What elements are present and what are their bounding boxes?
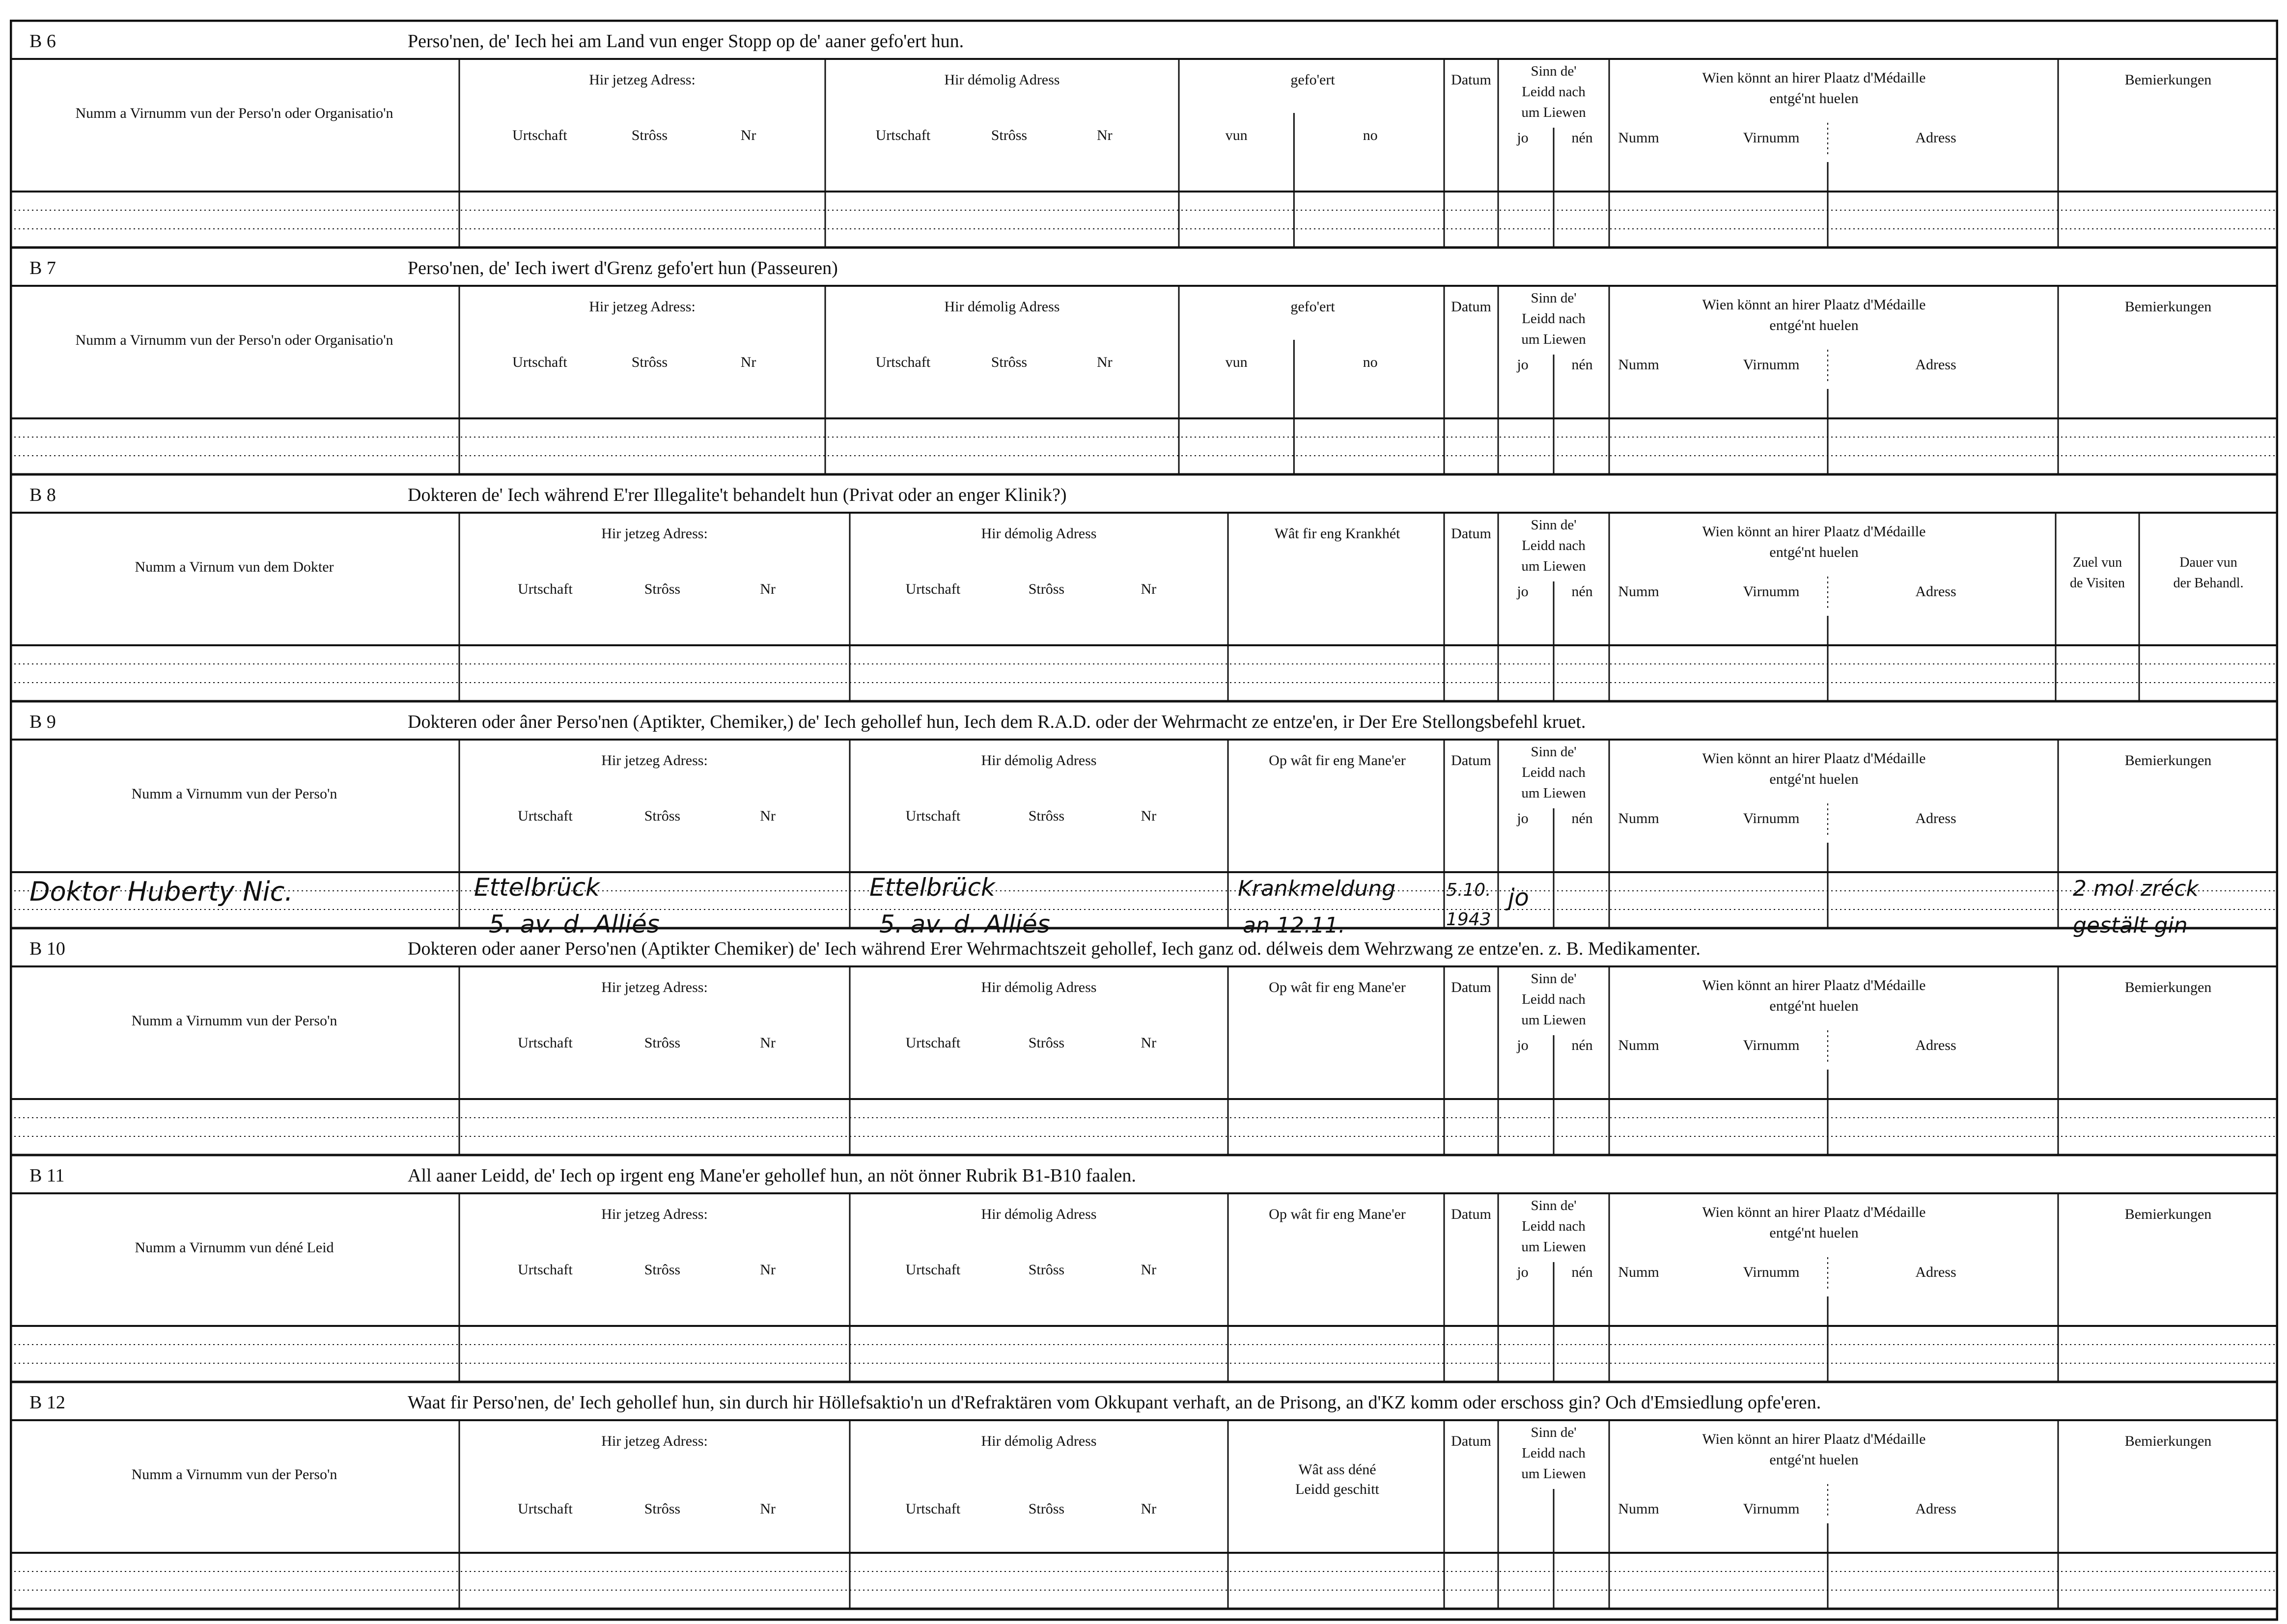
current-address-sub: Strôss (644, 1501, 681, 1517)
column-who: Wien könnt an hirer Plaatz d'Médaille (1702, 1431, 1926, 1447)
column-survived: um Liewen (1521, 558, 1586, 574)
column-who: entgé'nt huelen (1769, 771, 1859, 787)
who-address: Adress (1915, 1037, 1956, 1053)
column-survived: Sinn de' (1531, 971, 1577, 987)
column-current-address: Hir jetzeg Adress: (601, 525, 708, 542)
former-address-sub: Urtschaft (905, 1501, 961, 1517)
column-who: entgé'nt huelen (1769, 1452, 1859, 1468)
former-address-sub: Urtschaft (875, 354, 931, 370)
column-current-address: Hir jetzeg Adress: (601, 752, 708, 769)
former-address-sub: Nr (1141, 1035, 1157, 1051)
current-address-sub: Nr (740, 127, 756, 143)
entry-manner: an 12.11. (1243, 913, 1345, 938)
column-name: Numm a Virnumm vun der Perso'n oder Organisatio'n (75, 105, 393, 121)
column-visits: Zuel vun (2072, 555, 2122, 570)
entry-survived: jo (1508, 884, 1529, 911)
entry-remarks: 2 mol zréck (2073, 876, 2199, 901)
section-code: B 12 (29, 1392, 65, 1413)
entry-name: Doktor Huberty Nic. (29, 876, 293, 907)
who-address: Adress (1915, 583, 1956, 600)
column-duration: Dauer vun (2179, 555, 2237, 570)
section-title: All aaner Leidd, de' Iech op irgent eng Mane'er gehollef hun, an nöt önner Rubrik B1-B10 faalen. (408, 1165, 1136, 1186)
column-former-address: Hir démolig Adress (944, 72, 1060, 88)
column-who: Wien könnt an hirer Plaatz d'Médaille (1702, 750, 1926, 767)
column-third: Leidd geschitt (1295, 1481, 1379, 1497)
former-address-sub: Nr (1141, 808, 1157, 824)
column-current-address: Hir jetzeg Adress: (589, 299, 696, 315)
column-former-address: Hir démolig Adress (981, 525, 1097, 542)
section-code: B 11 (29, 1165, 65, 1186)
who-name: Numm (1618, 810, 1659, 826)
who-firstname: Virnumm (1743, 583, 1800, 600)
column-survived: um Liewen (1521, 1239, 1586, 1255)
column-survived: um Liewen (1521, 331, 1586, 347)
column-former-address: Hir démolig Adress (981, 1206, 1097, 1222)
current-address-sub: Urtschaft (518, 1035, 573, 1051)
former-address-sub: Nr (1141, 1262, 1157, 1278)
column-survived: um Liewen (1521, 1466, 1586, 1482)
who-firstname: Virnumm (1743, 130, 1800, 146)
section-b8 (10, 474, 2278, 701)
column-duration: der Behandl. (2173, 576, 2244, 591)
column-survived: Leidd nach (1522, 765, 1586, 780)
current-address-sub: Nr (760, 1262, 776, 1278)
section-code: B 7 (29, 258, 56, 278)
survived-no: nén (1571, 810, 1593, 826)
section-title: Perso'nen, de' Iech hei am Land vun enger Stopp op de' aaner gefo'ert hun. (408, 31, 964, 52)
current-address-sub: Strôss (644, 1035, 681, 1051)
current-address-sub: Urtschaft (512, 354, 567, 370)
who-name: Numm (1618, 357, 1659, 373)
column-who: entgé'nt huelen (1769, 90, 1859, 107)
survived-no: nén (1571, 583, 1593, 600)
current-address-sub: Strôss (644, 581, 681, 597)
survived-yes: jo (1517, 357, 1529, 373)
column-survived: um Liewen (1521, 1012, 1586, 1028)
column-third: Wât fir eng Krankhét (1274, 525, 1400, 542)
who-firstname: Virnumm (1743, 1501, 1800, 1517)
section-title: Dokteren oder aaner Perso'nen (Aptikter Chemiker) de' Iech während Erer Wehrmachtszeit gehollef, Iech ganz od. délweis dem Wehrzwang ze entze'en. z. B. Medikamenter. (408, 938, 1701, 959)
section-b9 (10, 701, 2278, 938)
survived-no: nén (1571, 357, 1593, 373)
section-b6 (10, 21, 2278, 248)
column-name: Numm a Virnumm vun der Perso'n (131, 1466, 337, 1483)
column-third: Op wât fir eng Mane'er (1269, 979, 1406, 995)
current-address-sub: Strôss (644, 808, 681, 824)
column-current-address: Hir jetzeg Adress: (589, 72, 696, 88)
column-survived: Sinn de' (1531, 517, 1577, 533)
who-address: Adress (1915, 130, 1956, 146)
conveyed-to: no (1363, 127, 1378, 143)
section-title: Perso'nen, de' Iech iwert d'Grenz gefo'ert hun (Passeuren) (408, 258, 838, 278)
column-date: Datum (1451, 525, 1491, 542)
column-date: Datum (1451, 1206, 1491, 1222)
column-name: Numm a Virnumm vun déné Leid (135, 1239, 334, 1256)
column-survived: Leidd nach (1522, 538, 1586, 553)
column-remarks: Bemierkungen (2124, 979, 2212, 995)
who-address: Adress (1915, 357, 1956, 373)
section-title: Dokteren de' Iech während E'rer Illegalite't behandelt hun (Privat oder an enger Klinik?) (408, 485, 1067, 505)
entry-former-street: 5. av. d. Alliés (879, 910, 1050, 938)
former-address-sub: Strôss (991, 354, 1028, 370)
former-address-sub: Strôss (1028, 1035, 1065, 1051)
column-name: Numm a Virnum vun dem Dokter (135, 559, 334, 575)
section-b7 (10, 248, 2278, 474)
column-current-address: Hir jetzeg Adress: (601, 1433, 708, 1449)
section-code: B 6 (29, 31, 56, 52)
who-address: Adress (1915, 1264, 1956, 1280)
former-address-sub: Strôss (1028, 1501, 1065, 1517)
former-address-sub: Strôss (991, 127, 1028, 143)
column-survived: Leidd nach (1522, 1218, 1586, 1234)
who-firstname: Virnumm (1743, 1037, 1800, 1053)
who-address: Adress (1915, 1501, 1956, 1517)
former-address-sub: Nr (1141, 1501, 1157, 1517)
survived-no: nén (1571, 130, 1593, 146)
column-survived: Sinn de' (1531, 63, 1577, 79)
column-current-address: Hir jetzeg Adress: (601, 1206, 708, 1222)
former-address-sub: Urtschaft (905, 581, 961, 597)
column-remarks: Bemierkungen (2124, 1206, 2212, 1222)
current-address-sub: Strôss (644, 1262, 681, 1278)
entry-current-town: Ettelbrück (474, 873, 600, 902)
column-date: Datum (1451, 1433, 1491, 1449)
current-address-sub: Nr (740, 354, 756, 370)
column-remarks: Bemierkungen (2124, 752, 2212, 769)
column-date: Datum (1451, 752, 1491, 769)
survived-yes: jo (1517, 1264, 1529, 1280)
former-address-sub: Strôss (1028, 1262, 1065, 1278)
section-b10 (10, 928, 2278, 1155)
conveyed-from: vun (1225, 354, 1248, 370)
entry-current-street: 5. av. d. Alliés (489, 910, 660, 938)
survived-yes: jo (1517, 583, 1529, 600)
survived-yes: jo (1517, 810, 1529, 826)
column-who: entgé'nt huelen (1769, 317, 1859, 333)
column-who: entgé'nt huelen (1769, 1225, 1859, 1241)
column-survived: Leidd nach (1522, 84, 1586, 100)
column-former-address: Hir démolig Adress (944, 299, 1060, 315)
column-survived: Leidd nach (1522, 311, 1586, 327)
current-address-sub: Strôss (631, 354, 668, 370)
who-firstname: Virnumm (1743, 1264, 1800, 1280)
column-date: Datum (1451, 979, 1491, 995)
column-who: Wien könnt an hirer Plaatz d'Médaille (1702, 977, 1926, 993)
entry-remarks: gestält gin (2073, 913, 2188, 938)
survived-no: nén (1571, 1037, 1593, 1053)
column-third: Op wât fir eng Mane'er (1269, 752, 1406, 769)
column-third: Wât ass déné (1298, 1461, 1376, 1478)
column-remarks: Bemierkungen (2124, 1433, 2212, 1449)
column-who: entgé'nt huelen (1769, 998, 1859, 1014)
column-conveyed: gefo'ert (1290, 72, 1335, 88)
current-address-sub: Urtschaft (518, 581, 573, 597)
current-address-sub: Urtschaft (512, 127, 567, 143)
current-address-sub: Nr (760, 1501, 776, 1517)
former-address-sub: Strôss (1028, 581, 1065, 597)
section-code: B 8 (29, 485, 56, 505)
conveyed-to: no (1363, 354, 1378, 370)
column-name: Numm a Virnumm vun der Perso'n (131, 786, 337, 802)
who-name: Numm (1618, 1501, 1659, 1517)
column-survived: um Liewen (1521, 785, 1586, 801)
former-address-sub: Nr (1096, 127, 1113, 143)
who-firstname: Virnumm (1743, 810, 1800, 826)
current-address-sub: Nr (760, 581, 776, 597)
column-survived: Sinn de' (1531, 1198, 1577, 1213)
who-name: Numm (1618, 1264, 1659, 1280)
column-name: Numm a Virnumm vun der Perso'n oder Organisatio'n (75, 332, 393, 348)
column-date: Datum (1451, 72, 1491, 88)
former-address-sub: Nr (1141, 581, 1157, 597)
former-address-sub: Strôss (1028, 808, 1065, 824)
who-name: Numm (1618, 1037, 1659, 1053)
section-b12 (10, 1382, 2278, 1609)
column-remarks: Bemierkungen (2124, 299, 2212, 315)
former-address-sub: Urtschaft (905, 1035, 961, 1051)
current-address-sub: Urtschaft (518, 808, 573, 824)
who-address: Adress (1915, 810, 1956, 826)
column-survived: Leidd nach (1522, 1445, 1586, 1461)
column-current-address: Hir jetzeg Adress: (601, 979, 708, 995)
survived-no: nén (1571, 1264, 1593, 1280)
column-former-address: Hir démolig Adress (981, 752, 1097, 769)
section-code: B 9 (29, 712, 56, 732)
column-who: Wien könnt an hirer Plaatz d'Médaille (1702, 297, 1926, 313)
entry-former-town: Ettelbrück (869, 873, 995, 902)
survived-yes: jo (1517, 130, 1529, 146)
column-survived: Leidd nach (1522, 991, 1586, 1007)
current-address-sub: Nr (760, 808, 776, 824)
column-date: Datum (1451, 299, 1491, 315)
column-survived: Sinn de' (1531, 744, 1577, 760)
current-address-sub: Urtschaft (518, 1501, 573, 1517)
form-page (10, 20, 2278, 1622)
column-conveyed: gefo'ert (1290, 299, 1335, 315)
column-survived: Sinn de' (1531, 290, 1577, 306)
section-title: Waat fir Perso'nen, de' Iech gehollef hun, sin durch hir Höllefsaktio'n un d'Refraktären vom Okkupant verhaft, an de Prisong, an d'KZ komm oder erschoss gin? Och d'Emsiedlung opfe'eren. (408, 1392, 1821, 1413)
column-who: Wien könnt an hirer Plaatz d'Médaille (1702, 523, 1926, 540)
column-remarks: Bemierkungen (2124, 72, 2212, 88)
former-address-sub: Nr (1096, 354, 1113, 370)
section-b11 (10, 1155, 2278, 1382)
column-survived: Sinn de' (1531, 1425, 1577, 1440)
entry-manner: Krankmeldung (1238, 876, 1396, 901)
column-who: entgé'nt huelen (1769, 544, 1859, 560)
column-third: Op wât fir eng Mane'er (1269, 1206, 1406, 1222)
section-title: Dokteren oder âner Perso'nen (Aptikter, Chemiker,) de' Iech gehollef hun, Iech dem R.A.D. oder der Wehrmacht ze entze'en, ir Der Ere Stellongsbefehl kruet. (408, 712, 1586, 732)
survived-yes: jo (1517, 1037, 1529, 1053)
column-former-address: Hir démolig Adress (981, 979, 1097, 995)
who-name: Numm (1618, 130, 1659, 146)
current-address-sub: Urtschaft (518, 1262, 573, 1278)
who-firstname: Virnumm (1743, 357, 1800, 373)
current-address-sub: Nr (760, 1035, 776, 1051)
former-address-sub: Urtschaft (905, 808, 961, 824)
former-address-sub: Urtschaft (905, 1262, 961, 1278)
column-visits: de Visiten (2069, 576, 2125, 591)
column-former-address: Hir démolig Adress (981, 1433, 1097, 1449)
column-who: Wien könnt an hirer Plaatz d'Médaille (1702, 1204, 1926, 1220)
entry-date: 5.10. (1446, 880, 1491, 900)
column-name: Numm a Virnumm vun der Perso'n (131, 1013, 337, 1029)
who-name: Numm (1618, 583, 1659, 600)
entry-date: 1943 (1446, 909, 1491, 930)
current-address-sub: Strôss (631, 127, 668, 143)
column-who: Wien könnt an hirer Plaatz d'Médaille (1702, 70, 1926, 86)
column-survived: um Liewen (1521, 105, 1586, 120)
conveyed-from: vun (1225, 127, 1248, 143)
section-code: B 10 (29, 938, 65, 959)
former-address-sub: Urtschaft (875, 127, 931, 143)
